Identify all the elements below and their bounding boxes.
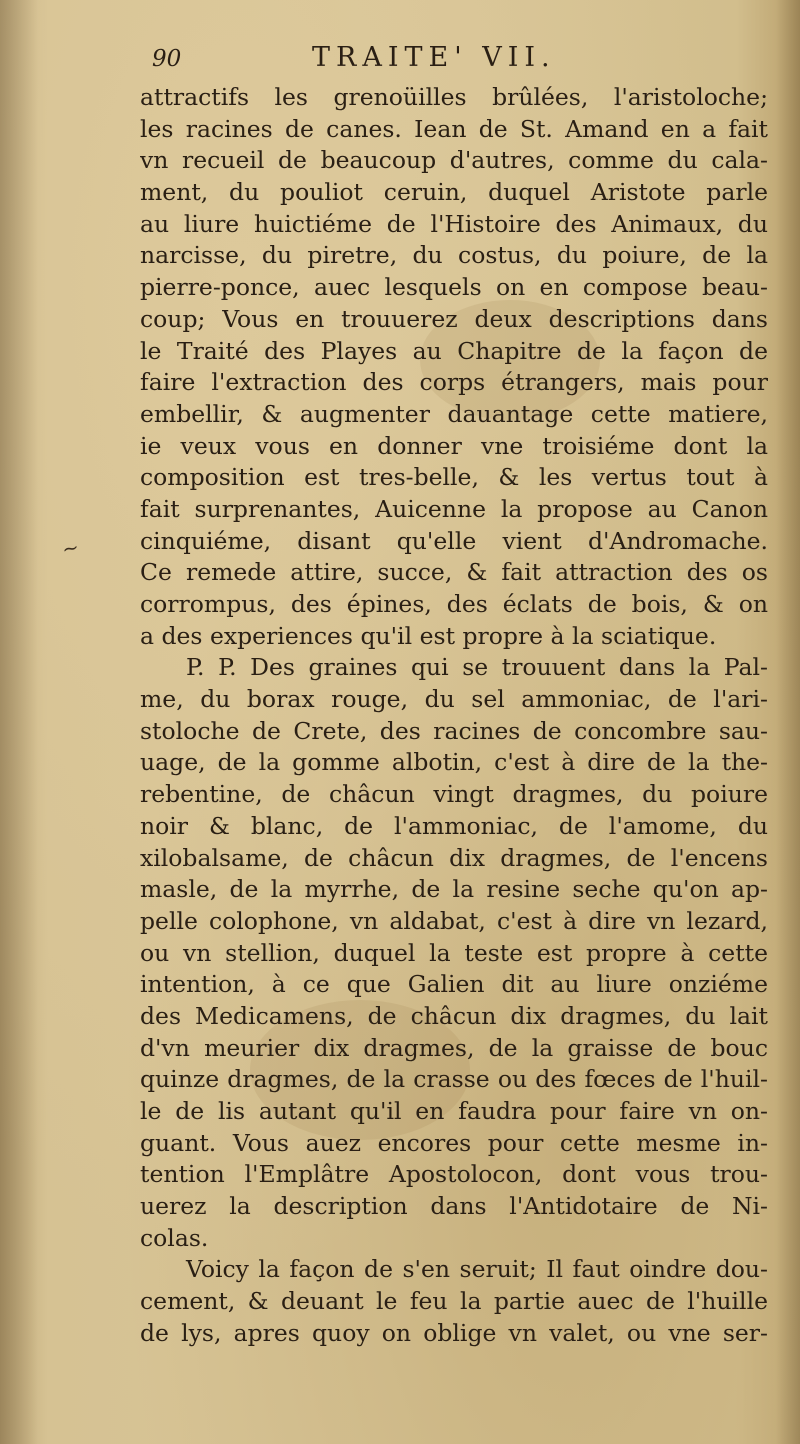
text-line: ie veux vous en donner vne troisiéme dont la — [140, 431, 768, 460]
text-line: narcisse, du piretre, du costus, du poiure, de la — [140, 241, 768, 270]
text-line: des Medicamens, de châcun dix dragmes, du lait — [140, 1001, 768, 1030]
text-line: ment, du pouliot ceruin, duquel Aristote parle — [140, 178, 768, 207]
text-line: intention, à ce que Galien dit au liure onziéme — [140, 970, 768, 999]
text-line: cement, & deuant le feu la partie auec de l'huille — [140, 1287, 768, 1316]
text-line: fait surprenantes, Auicenne la propose au Canon — [140, 494, 768, 523]
running-title: TRAITE' VII. — [312, 42, 556, 73]
text-line: vn recueil de beaucoup d'autres, comme du cala- — [140, 146, 768, 175]
text-line: attractifs les grenoüilles brûlées, l'aristoloche; — [140, 83, 768, 111]
text-line: uerez la description dans l'Antidotaire de Ni- — [140, 1192, 768, 1221]
text-line: Ce remede attire, succe, & fait attraction des os — [140, 558, 768, 587]
text-line: noir & blanc, de l'ammoniac, de l'amome, du — [140, 811, 768, 840]
text-line: composition est tres-belle, & les vertus tout à — [140, 463, 768, 492]
text-line: faire l'extraction des corps étrangers, mais pour — [140, 368, 768, 397]
text-block — [140, 42, 768, 1350]
running-head — [140, 42, 768, 82]
text-line: masle, de la myrrhe, de la resine seche qu'on ap- — [140, 875, 768, 904]
text-line: P. P. Des graines qui se trouuent dans la Pal- — [186, 653, 768, 682]
text-line: d'vn meurier dix dragmes, de la graisse de bouc — [140, 1033, 768, 1062]
gutter-shadow — [0, 0, 38, 1444]
text-line: guant. Vous auez encores pour cette mesme in- — [140, 1128, 768, 1157]
text-line: pierre-ponce, auec lesquels on en compose beau- — [140, 273, 768, 302]
text-line: cinquiéme, disant qu'elle vient d'Andromache. — [140, 526, 768, 555]
text-line: le de lis autant qu'il en faudra pour faire vn on- — [140, 1097, 768, 1125]
text-line: le Traité des Playes au Chapitre de la façon de — [140, 336, 768, 365]
text-line: coup; Vous en trouuerez deux descriptions dans — [140, 304, 768, 333]
text-line: embellir, & augmenter dauantage cette matiere, — [140, 399, 768, 428]
page-edge-shadow — [776, 0, 800, 1444]
margin-annotation: ~ — [59, 534, 82, 562]
text-line: xilobalsame, de châcun dix dragmes, de l'encens — [140, 843, 768, 872]
text-line: a des experiences qu'il est propre à la sciatique. — [140, 621, 717, 650]
text-line: corrompus, des épines, des éclats de bois, & on — [140, 590, 768, 618]
text-line: ou vn stellion, duquel la teste est propre à cette — [140, 938, 768, 967]
text-line: pelle colophone, vn aldabat, c'est à dire vn lezard, — [140, 906, 768, 935]
text-line: de lys, apres quoy on oblige vn valet, ou vne ser- — [140, 1318, 768, 1347]
text-line: uage, de la gomme albotin, c'est à dire de la the- — [140, 748, 768, 777]
text-line: colas. — [140, 1223, 209, 1252]
text-line: les racines de canes. Iean de St. Amand en a fait — [140, 114, 768, 143]
text-line: me, du borax rouge, du sel ammoniac, de l'ari- — [140, 685, 768, 714]
text-line: Voicy la façon de s'en seruit; Il faut oindre dou- — [186, 1255, 768, 1284]
text-line: au liure huictiéme de l'Histoire des Animaux, du — [140, 209, 768, 238]
page-number: 90 — [152, 46, 182, 72]
text-line: quinze dragmes, de la crasse ou des fœces de l'huil- — [140, 1065, 768, 1094]
text-line: rebentine, de châcun vingt dragmes, du poiure — [140, 780, 768, 809]
text-line: tention l'Emplâtre Apostolocon, dont vous trou- — [140, 1160, 768, 1189]
text-line: stoloche de Crete, des racines de concombre sau- — [140, 716, 768, 745]
